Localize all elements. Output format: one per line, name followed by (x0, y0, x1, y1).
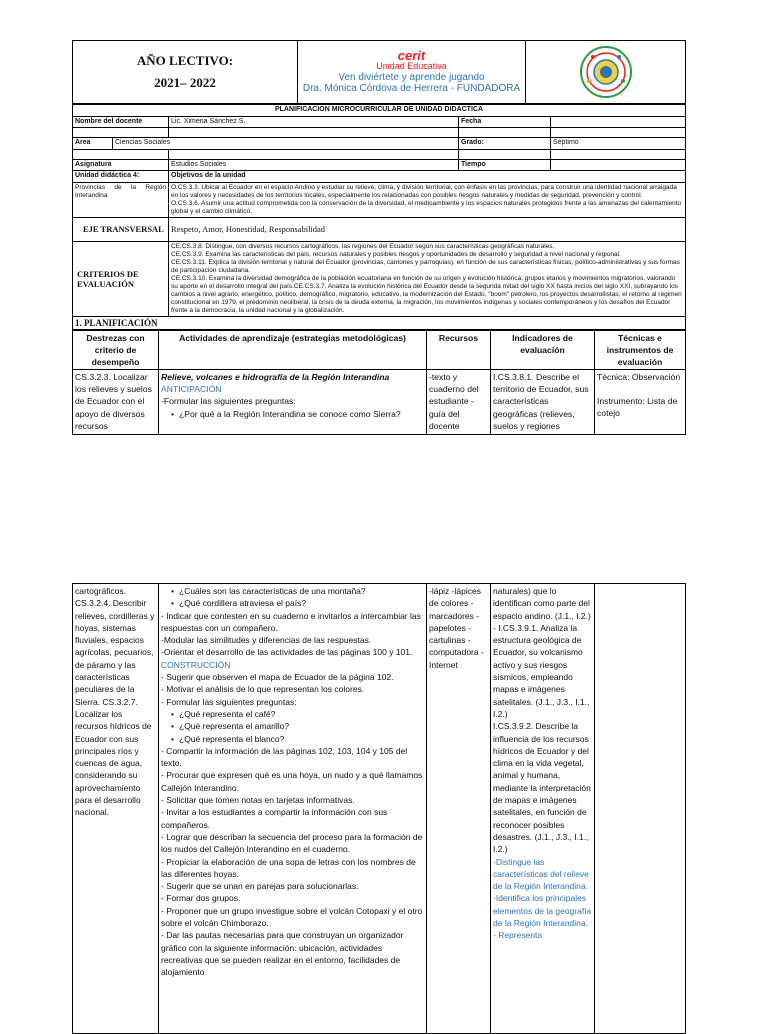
page2-resources: -lápiz -lápices de colores -marcadores -papelotes -cartulinas - computadora -Internet (427, 584, 491, 1034)
page2-activities (159, 584, 427, 1034)
subject-value: Estudios Sociales (169, 159, 459, 171)
indicator-line: -Distingue las características del relieve de la Región Interandina. (493, 856, 589, 892)
activity-line: - Lograr que describan la secuencia del proceso para la formación de los nudos del Callejón Interandino en el cuaderno. (161, 831, 423, 855)
activity-line: - Procurar que expresen qué es una hoya, un nudo y a qué llamamos Callejón Interandino. (161, 770, 423, 793)
logo-cell (526, 41, 686, 104)
planning-section-label: 1. PLANIFICACIÓN (73, 316, 686, 329)
unit-value: Provincias de la Región Interandina (73, 182, 169, 217)
row1-activities (159, 369, 427, 434)
activity-bullet: • ¿Cuáles son las características de una montaña? (161, 585, 424, 597)
date-value[interactable] (551, 116, 686, 128)
activity-line: - Motivar el análisis de lo que representan los colores. (161, 684, 365, 695)
criteria-1: CE.CS.3.8. Distingue, con diversos recursos cartográficos, las regiones del Ecuador según sus características geográficas naturales. (171, 242, 555, 250)
header-table (72, 40, 686, 104)
time-label: Tiempo (459, 159, 551, 171)
activity-bullet: • ¿Qué representa el amarillo? (161, 720, 424, 732)
page2-skill: cartográficos. CS.3.2.4. Describir relieves, cordilleras y hoyas, sistemas fluviales, espacios agrícolas, pecuarios, de páramo y las características peculiares de la Sierra. CS.3.2.7. Localizar los recursos hídricos de Ecuador con sus principales ríos y cuencas de agua, considerando su aprovechamiento para el desarrollo nacional. (73, 584, 159, 1034)
school-name-cell (298, 41, 526, 104)
phase-construction: CONSTRUCCIÓN (161, 659, 231, 670)
indicator-line: - Representa (493, 930, 543, 941)
activity-bullet: • ¿Por qué a la Región Interandina se conoce como Sierra? (161, 408, 424, 420)
planning-title: PLANIFICACION MICROCURRICULAR DE UNIDAD DIDACTICA (73, 105, 686, 117)
grade-value: Séptimo (551, 138, 686, 150)
school-year-value: 2021– 2022 (154, 75, 216, 90)
row1-techniques (595, 369, 686, 434)
activity-line: - Dar las pautas necesarias para que construyan un organizador gráfico con la siguiente información: ubicación, actividades recreativas que se pueden realizar en el entorno, facilidades de alojamiento (161, 930, 404, 978)
col-activities: Actividades de aprendizaje (estrategias metodológicas) (159, 330, 427, 369)
activity-line: - Invitar a los estudiantes a compartir la información con sus compañeros. (161, 807, 388, 830)
school-founder: Dra. Mónica Córdova de Herrera - FUNDADORA (302, 83, 521, 94)
school-type: Unidad Educativa (376, 61, 447, 71)
activity-bullet: • ¿Qué representa el café? (161, 708, 424, 720)
activity-line: - Formular las siguientes preguntas: (161, 696, 297, 707)
criteria-cell (169, 241, 686, 316)
grade-label: Grado: (459, 138, 551, 150)
objective-2: O.CS.3.6. Asumir una actitud comprometida con la conservación de la diversidad, el medioambiente y los espacios naturales protegidos frente a las amenazas del calentamiento global y el cambio climático. (171, 199, 682, 215)
criteria-label: CRITERIOS DE EVALUACIÓN (73, 241, 169, 316)
school-slogan: Ven diviértete y aprende jugando (338, 72, 485, 83)
activity-line: - Compartir la información de las páginas 102, 103, 104 y 105 del texto. (161, 745, 408, 769)
plan-table-continued (72, 583, 686, 1034)
page2-techniques (595, 584, 686, 1034)
area-value: Ciencias Sociales (113, 138, 459, 150)
criteria-4: CE.CS.3.10. Examina la diversidad demográfica de la población ecuatoriana en función de su origen y evolución histórica, grupos etarios y movimientos migratorios, valorando su aporte en el desarrollo integral del país.CE.CS.3.7. Analiza la evolución histórica del Ecuador desde la segunda mitad del siglo XX hasta inicios del siglo XXI, subrayando los cambios a nivel agrario, energético, político, demográfico, migratorio, educativo, la modernización del Estado, "boom" petrolero, los proyectos desarrollistas, el retorno al régimen constitucional en 1979, el predominio neoliberal, la crisis de la deuda externa, la migración, los movimientos indígenas y sociales contemporáneos y los desafíos del Ecuador frente a la democracia, la unidad nacional y la globalización. (171, 274, 682, 314)
page2-indicators (491, 584, 595, 1034)
activity-line: - Propiciar la elaboración de una sopa de letras con los nombres de las diferentes hoyas. (161, 856, 416, 879)
objective-1: O.CS.3.3. Ubicar al Ecuador en el espacio Andino y estudiar su relieve, clima, y división territorial, con énfasis en las provincias, para construir una identidad nacional arraigada en los valores y necesidades de los territorios locales, especialmente los relacionadas con posibles riesgos naturales y medidas de seguridad, prevención y control. (171, 183, 677, 199)
activity-line: - Solicitar que tomen notas en tarjetas informativas. (161, 795, 355, 806)
activity-title: Relieve, volcanes e hidrografía de la Región Interandina (161, 371, 390, 382)
activity-bullet: • ¿Qué cordillera atraviesa el país? (161, 597, 424, 609)
axis-label: EJE TRANSVERSAL (73, 217, 169, 241)
instrument-text: Instrumento: Lista de cotejo (597, 395, 678, 419)
activity-bullet: • ¿Qué representa el blanco? (161, 733, 424, 745)
row1-skill: CS.3.2.3. Localizar los relieves y suelos de Ecuador con el apoyo de diversos recursos (73, 369, 159, 434)
activity-line: - Indicar que contesten en su cuaderno e invitarlos a intercambiar las respuestas con un compañero. (161, 610, 421, 633)
indicator-line: - I.CS.3.9.1. Analiza la estructura geológica de Ecuador, su volcanismo activo y sus riesgos sísmicos, empleando mapas e imágenes satelitales. (J.1., J.3., I.1., I.2.) (493, 622, 590, 719)
indicator-line: naturales) que lo identifican como parte del espacio andino. (J.1., I.2.) (493, 586, 591, 621)
activity-line: -Orientar el desarrollo de las actividades de las páginas 100 y 101. (161, 647, 413, 658)
date-label: Fecha (459, 116, 551, 128)
objectives-label: Objetivos de la unidad (169, 171, 686, 183)
row1-resources: -texto y cuaderno del estudiante -guía del docente (427, 369, 491, 434)
school-brand: cerit (397, 48, 426, 63)
indicator-line: -Identifica los principales elementos de la geografía de la Región Interandina. (493, 893, 592, 929)
col-indicators: Indicadores de evaluación (491, 330, 595, 369)
info-table (72, 104, 686, 330)
teacher-value: Lic. Ximena Sánchez S. (169, 116, 459, 128)
school-seal-icon (528, 45, 683, 99)
activity-line: - Formar dos grupos. (161, 893, 241, 904)
criteria-2: CE.CS.3.9. Examina las características del país, recursos naturales y posibles riesgos y oportunidades de desarrollo y seguridad a nivel nacional y regional. (171, 250, 621, 258)
col-resources: Recursos (427, 330, 491, 369)
teacher-label: Nombre del docente (73, 116, 169, 128)
page-1 (72, 40, 686, 435)
activity-line: - Sugerir que se unan en parejas para solucionarlas. (161, 881, 359, 892)
plan-table (72, 330, 686, 435)
page-2 (72, 583, 686, 1034)
unit-label: Unidad didáctica 4: (73, 171, 169, 183)
col-techniques: Técnicas e instrumentos de evaluación (595, 330, 686, 369)
technique-text: Técnica: Observación (597, 371, 681, 382)
activity-line: - Proponer que un grupo investigue sobre el volcán Cotopaxi y el otro sobre el volcán Chimborazo. (161, 905, 423, 929)
activity-line: -Modular las similitudes y diferencias de las respuestas. (161, 635, 372, 646)
activity-line: -Formular las siguientes preguntas: (161, 396, 296, 407)
area-label: Área (73, 138, 113, 150)
axis-value: Respeto, Amor, Honestidad, Responsabilidad (169, 217, 686, 241)
criteria-3: CE.CS.3.11. Explica la división territorial y natural del Ecuador (provincias, cantones y parroquias), en función de sus características físicas, político-administrativas y sus formas de participación ciudadana. (171, 258, 680, 274)
activity-line: - Sugerir que observen el mapa de Ecuador de la página 102. (161, 672, 394, 683)
time-value[interactable] (551, 159, 686, 171)
objectives-cell (169, 182, 686, 217)
indicator-line: I.CS.3.9.2. Describe la influencia de los recursos hídricos de Ecuador y del clima en la vida vegetal, animal y humana, mediante la interpretación de mapas e imágenes satelitales, en función de reconocer posibles desastres. (J.1., J.3., I.1., I.2.) (493, 721, 591, 855)
school-year-label: AÑO LECTIVO: (136, 53, 234, 68)
subject-label: Asignatura (73, 159, 169, 171)
school-year-cell (73, 41, 298, 104)
row1-indicator: I.CS.3.8.1. Describe el territorio de Ecuador, sus características geográficas (relieves, suelos y regiones (491, 369, 595, 434)
phase-anticipation: ANTICIPACIÓN (161, 383, 222, 394)
col-skills: Destrezas con criterio de desempeño (73, 330, 159, 369)
